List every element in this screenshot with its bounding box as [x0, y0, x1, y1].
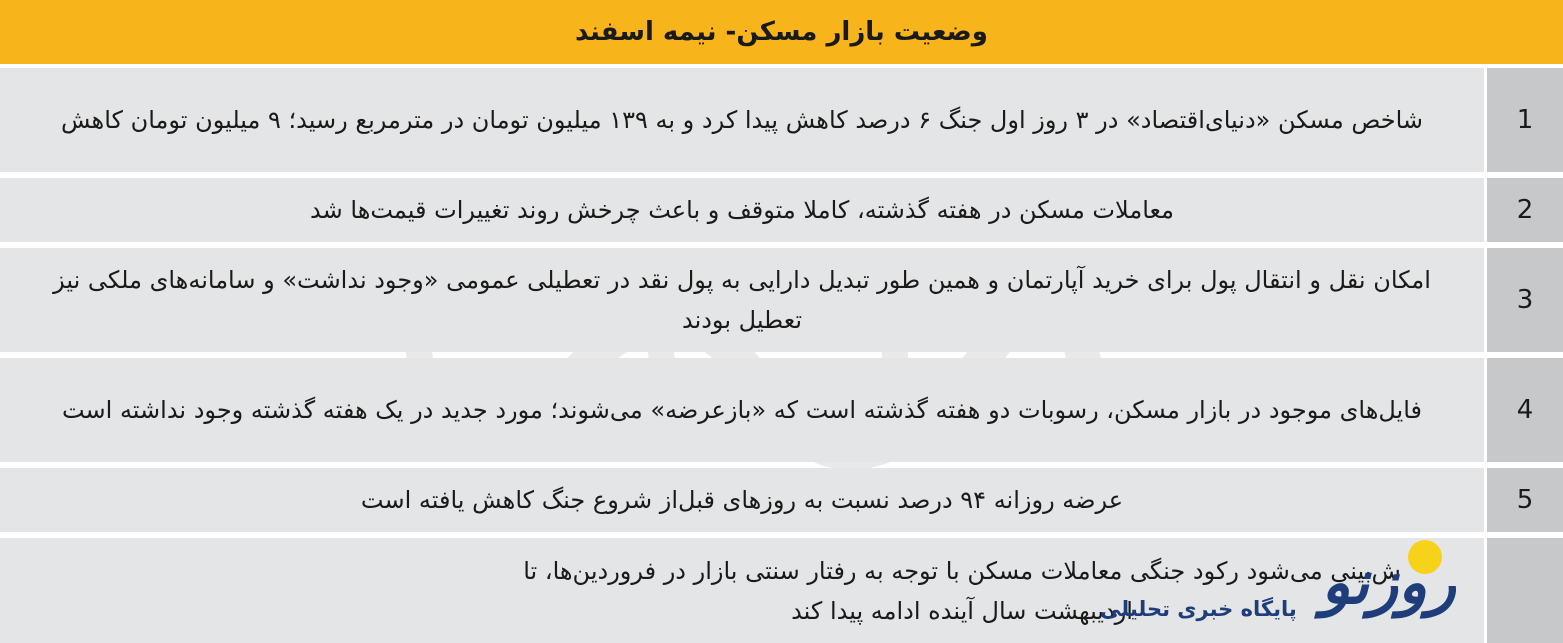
row-text: فایل‌های موجود در بازار مسکن، رسوبات دو هفته گذشته است که «بازعرضه» می‌شوند؛ مورد جدید در یک هفته گذشته وجود نداشته است	[0, 358, 1484, 462]
row-text: عرضه روزانه ۹۴ درصد نسبت به روزهای قبل‌از شروع جنگ کاهش یافته است	[0, 468, 1484, 532]
site-logo	[1096, 540, 1456, 640]
row-text: امکان نقل و انتقال پول برای خرید آپارتمان و همین طور تبدیل دارایی به پول نقد در تعطیلی عمومی «وجود نداشت» و سامانه‌های ملکی نیز تعطیل بودند	[0, 248, 1484, 352]
table-row	[0, 178, 1563, 242]
row-number: 4	[1487, 358, 1563, 462]
table-row	[0, 248, 1563, 352]
table-row	[0, 68, 1563, 172]
row-number: 3	[1487, 248, 1563, 352]
row-number	[1487, 538, 1563, 643]
logo-name: روزنو	[1321, 548, 1456, 618]
table-row	[0, 358, 1563, 462]
header-bar	[0, 0, 1563, 64]
table-row	[0, 468, 1563, 532]
row-number: 1	[1487, 68, 1563, 172]
row-text: معاملات مسکن در هفته گذشته، کاملا متوقف و باعث چرخش روند تغییرات قیمت‌ها شد	[0, 178, 1484, 242]
logo-subtitle: پایگاه خبری تحلیلی	[1100, 597, 1297, 621]
row-text: ش‌بینی می‌شود رکود جنگی معاملات مسکن با توجه به رفتار سنتی بازار در فروردین‌ها، تا اردیبهشت سال آینده ادامه پیدا کند	[0, 538, 1484, 643]
page-title: وضعیت بازار مسکن- نیمه اسفند	[575, 17, 988, 47]
row-number: 2	[1487, 178, 1563, 242]
row-number: 5	[1487, 468, 1563, 532]
row-text: شاخص مسکن «دنیای‌اقتصاد» در ۳ روز اول جنگ ۶ درصد کاهش پیدا کرد و به ۱۳۹ میلیون تومان در مترمربع رسید؛ ۹ میلیون تومان کاهش	[0, 68, 1484, 172]
